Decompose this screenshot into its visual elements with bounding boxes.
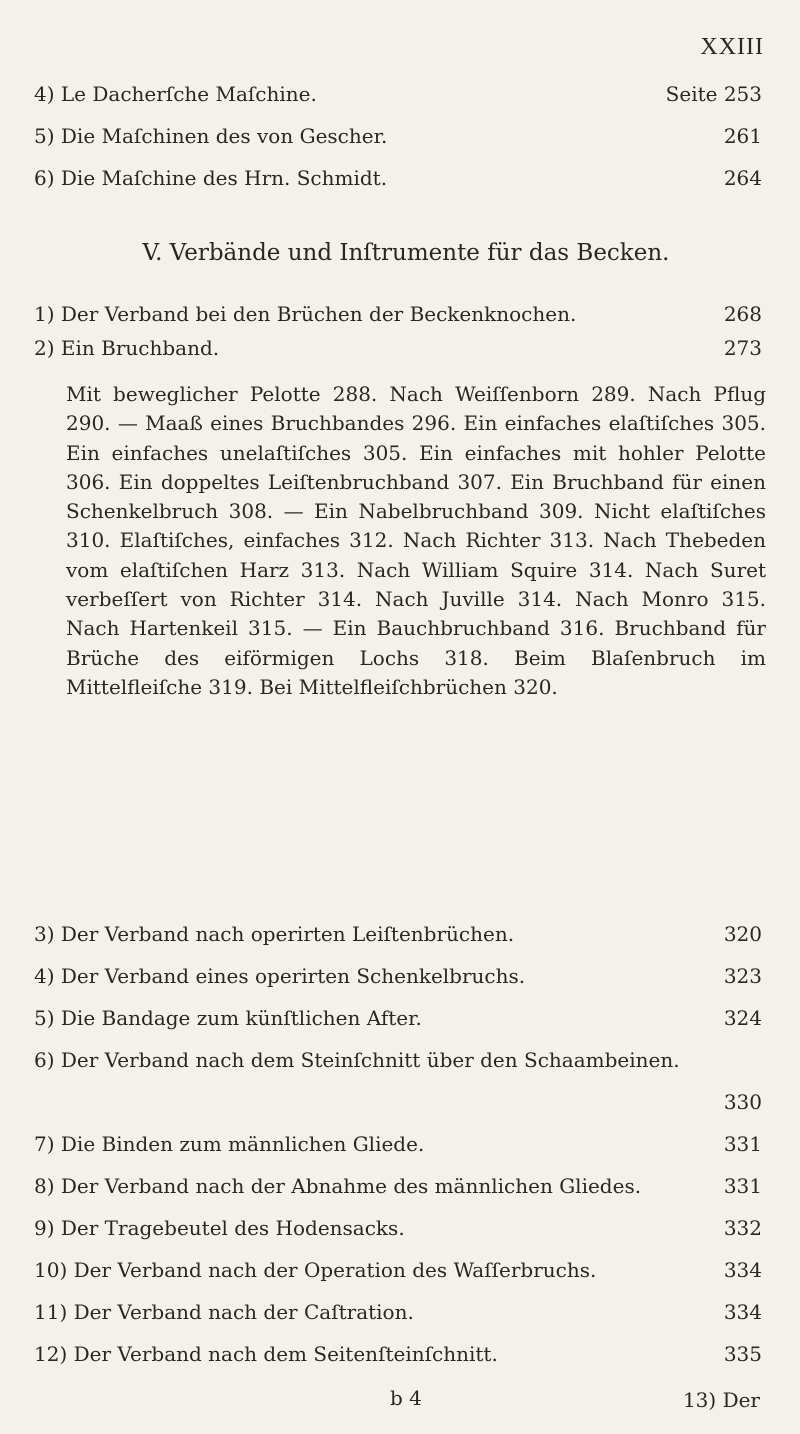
toc-entry-page: 264 [723, 166, 762, 190]
toc-entry [34, 80, 762, 108]
toc-entry-page: 334 [723, 1258, 762, 1282]
toc-entry-page: 268 [723, 302, 762, 326]
toc-entry-page: 330 [723, 1090, 762, 1114]
toc-entry-page: 334 [723, 1300, 762, 1324]
toc-entry [34, 962, 762, 990]
toc-entry [34, 1046, 762, 1114]
toc-entry-page: 331 [723, 1174, 762, 1198]
toc-entry-title: 5) Die Maſchinen des von Gescher. [34, 124, 388, 148]
signature-mark: b 4 [390, 1386, 422, 1410]
toc-entry-page: 320 [723, 922, 762, 946]
toc-entry [34, 300, 762, 328]
catchword: 13) Der [682, 1388, 760, 1412]
toc-entry [34, 1214, 762, 1242]
toc-entry-title: 7) Die Binden zum männlichen Gliede. [34, 1132, 425, 1156]
toc-entry [34, 1298, 762, 1326]
subentry-paragraph: Mit beweglicher Pelotte 288. Nach Weiſſenborn 289. Nach Pflug 290. — Maaß eines Bruchbandes 296. Ein einfaches elaſtiſches 305. Ein einfaches unelaſtiſches 305. Ein einfaches mit hohler Pelotte 306. Ein doppeltes Leiſtenbruchband 307. Ein Bruchband für einen Schenkelbruch 308. — Ein Nabelbruchband 309. Nicht elaſtiſches 310. Elaſtiſches, einfaches 312. Nach Richter 313. Nach Thebeden vom elaſtiſchen Harz 313. Nach William Squire 314. Nach Suret verbeſſert von Richter 314. Nach Juville 314. Nach Monro 315. Nach Hartenkeil 315. — Ein Bauchbruchband 316. Bruchband für Brüche des eiförmigen Lochs 318. Beim Blaſenbruch im Mittelfleiſche 319. Bei Mittelfleiſchbrüchen 320. [66, 382, 766, 699]
toc-entry-title: 4) Le Dacherſche Maſchine. [34, 82, 317, 106]
toc-entry [34, 164, 762, 192]
toc-entry [34, 920, 762, 948]
toc-entry-page: 331 [723, 1132, 762, 1156]
toc-entry-page: 273 [723, 336, 762, 360]
toc-entry-title: 4) Der Verband eines operirten Schenkelbruchs. [34, 964, 526, 988]
toc-entry [34, 1004, 762, 1032]
toc-entry [34, 122, 762, 150]
toc-entry-page: 332 [723, 1216, 762, 1240]
toc-entry-page: 335 [723, 1342, 762, 1366]
page-number: XXIII [700, 34, 764, 60]
toc-entry-title: 2) Ein Bruchband. [34, 336, 220, 360]
toc-entry [34, 1130, 762, 1158]
toc-entry-title: 5) Die Bandage zum künſtlichen After. [34, 1006, 422, 1030]
toc-entry [34, 334, 762, 362]
toc-entry-page: Seite 253 [665, 82, 762, 106]
toc-entry-title: 11) Der Verband nach der Caſtration. [34, 1300, 414, 1324]
toc-entry-page: 324 [723, 1006, 762, 1030]
toc-entry-title: 1) Der Verband bei den Brüchen der Beckenknochen. [34, 302, 577, 326]
toc-entry-title: 6) Die Maſchine des Hrn. Schmidt. [34, 166, 388, 190]
toc-entry [34, 1256, 762, 1284]
toc-entry-title: 10) Der Verband nach der Operation des Waſſerbruchs. [34, 1258, 597, 1282]
toc-entry-title: 12) Der Verband nach dem Seitenſteinſchnitt. [34, 1342, 498, 1366]
toc-entry [34, 1340, 762, 1368]
toc-entry-title: 9) Der Tragebeutel des Hodensacks. [34, 1216, 405, 1240]
toc-entry-page: 323 [723, 964, 762, 988]
toc-entry-title: 8) Der Verband nach der Abnahme des männlichen Gliedes. [34, 1174, 642, 1198]
toc-entry [34, 1172, 762, 1200]
section-heading: V. Verbände und Inſtrumente für das Becken. [142, 240, 670, 266]
toc-entry-title: 6) Der Verband nach dem Steinſchnitt über den Schaambeinen. [34, 1048, 680, 1072]
toc-entry-page: 261 [723, 124, 762, 148]
toc-entry-title: 3) Der Verband nach operirten Leiſtenbrüchen. [34, 922, 515, 946]
